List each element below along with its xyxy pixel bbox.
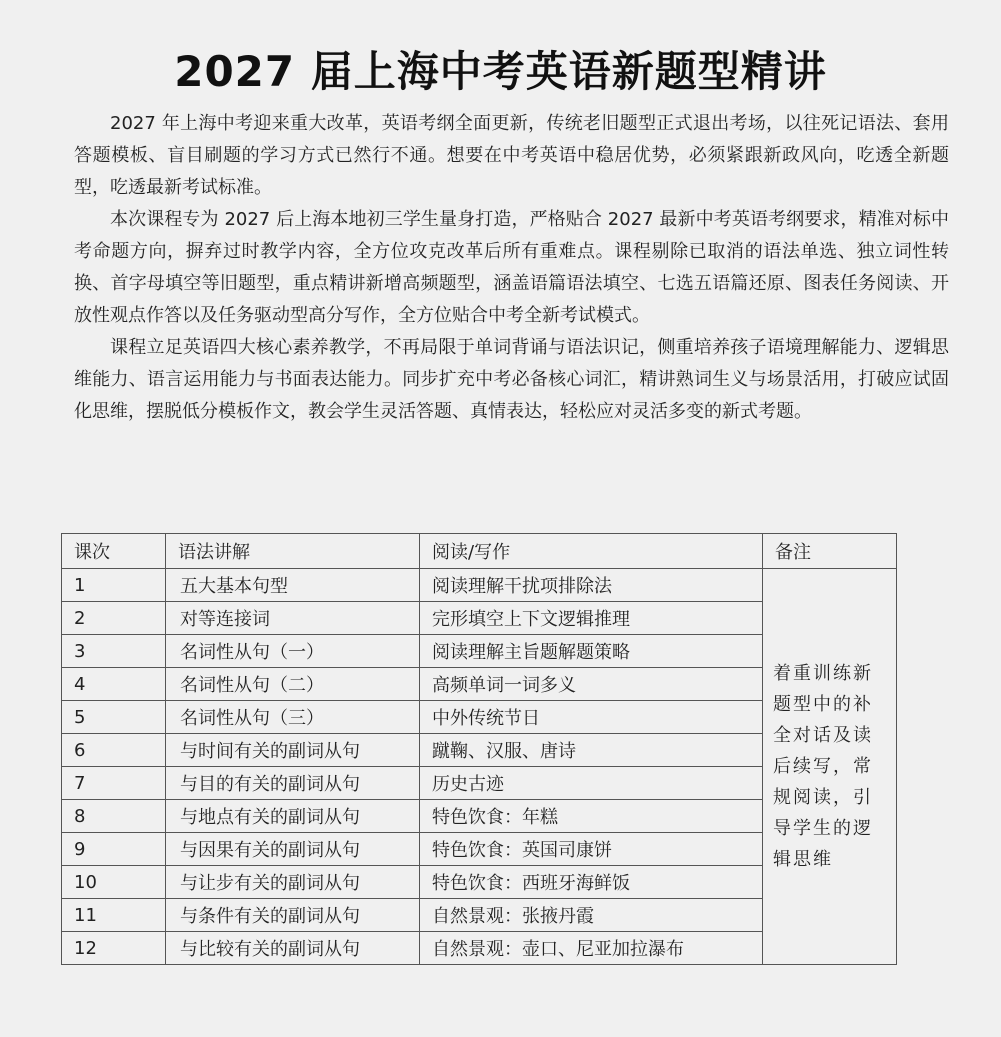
header-reading: 阅读/写作 xyxy=(420,534,763,569)
lesson-number: 3 xyxy=(62,635,166,668)
grammar-topic: 名词性从句（三） xyxy=(166,701,420,734)
grammar-topic: 与地点有关的副词从句 xyxy=(166,800,420,833)
reading-topic: 自然景观：张掖丹霞 xyxy=(420,899,763,932)
course-schedule-table xyxy=(61,533,897,965)
reading-topic: 自然景观：壶口、尼亚加拉瀑布 xyxy=(420,932,763,965)
lesson-number: 4 xyxy=(62,668,166,701)
grammar-topic: 五大基本句型 xyxy=(166,569,420,602)
header-grammar: 语法讲解 xyxy=(166,534,420,569)
lesson-number: 6 xyxy=(62,734,166,767)
grammar-topic: 对等连接词 xyxy=(166,602,420,635)
grammar-topic: 与因果有关的副词从句 xyxy=(166,833,420,866)
lesson-number: 11 xyxy=(62,899,166,932)
reading-topic: 特色饮食：年糕 xyxy=(420,800,763,833)
grammar-topic: 名词性从句（一） xyxy=(166,635,420,668)
table-header-row xyxy=(62,534,897,569)
grammar-topic: 与时间有关的副词从句 xyxy=(166,734,420,767)
grammar-topic: 与条件有关的副词从句 xyxy=(166,899,420,932)
lesson-number: 2 xyxy=(62,602,166,635)
lesson-number: 12 xyxy=(62,932,166,965)
intro-paragraph-2: 本次课程专为 2027 后上海本地初三学生量身打造，严格贴合 2027 最新中考英语考纲要求，精准对标中考命题方向，摒弃过时教学内容，全方位攻克改革后所有重难点。课程剔除已取消的语法单选、独立词性转换、首字母填空等旧题型，重点精讲新增高频题型，涵盖语篇语法填空、七选五语篇还原、图表任务阅读、开放性观点作答以及任务驱动型高分写作，全方位贴合中考全新考试模式。 xyxy=(74,209,949,326)
reading-topic: 蹴鞠、汉服、唐诗 xyxy=(420,734,763,767)
reading-topic: 中外传统节日 xyxy=(420,701,763,734)
reading-topic: 阅读理解主旨题解题策略 xyxy=(420,635,763,668)
reading-topic: 高频单词一词多义 xyxy=(420,668,763,701)
remarks-cell: 着重训练新题型中的补全对话及读后续写，常规阅读，引导学生的逻辑思维 xyxy=(763,569,897,965)
grammar-topic: 名词性从句（二） xyxy=(166,668,420,701)
header-remarks: 备注 xyxy=(763,534,897,569)
intro-section xyxy=(74,108,949,428)
reading-topic: 历史古迹 xyxy=(420,767,763,800)
grammar-topic: 与让步有关的副词从句 xyxy=(166,866,420,899)
reading-topic: 特色饮食：英国司康饼 xyxy=(420,833,763,866)
lesson-number: 1 xyxy=(62,569,166,602)
lesson-number: 5 xyxy=(62,701,166,734)
reading-topic: 完形填空上下文逻辑推理 xyxy=(420,602,763,635)
reading-topic: 阅读理解干扰项排除法 xyxy=(420,569,763,602)
header-lesson: 课次 xyxy=(62,534,166,569)
reading-topic: 特色饮食：西班牙海鲜饭 xyxy=(420,866,763,899)
page-title: 2027 届上海中考英语新题型精讲 xyxy=(174,47,827,97)
grammar-topic: 与目的有关的副词从句 xyxy=(166,767,420,800)
intro-paragraph-1: 2027 年上海中考迎来重大改革，英语考纲全面更新，传统老旧题型正式退出考场，以往死记语法、套用答题模板、盲目刷题的学习方式已然行不通。想要在中考英语中稳居优势，必须紧跟新政风向，吃透全新题型，吃透最新考试标准。 xyxy=(74,113,949,198)
lesson-number: 7 xyxy=(62,767,166,800)
intro-paragraph-3: 课程立足英语四大核心素养教学，不再局限于单词背诵与语法识记，侧重培养孩子语境理解能力、逻辑思维能力、语言运用能力与书面表达能力。同步扩充中考必备核心词汇，精讲熟词生义与场景活用，打破应试固化思维，摆脱低分模板作文，教会学生灵活答题、真情表达，轻松应对灵活多变的新式考题。 xyxy=(74,337,949,422)
lesson-number: 8 xyxy=(62,800,166,833)
lesson-number: 10 xyxy=(62,866,166,899)
lesson-number: 9 xyxy=(62,833,166,866)
grammar-topic: 与比较有关的副词从句 xyxy=(166,932,420,965)
table-body xyxy=(62,569,897,965)
table-row xyxy=(62,569,897,602)
